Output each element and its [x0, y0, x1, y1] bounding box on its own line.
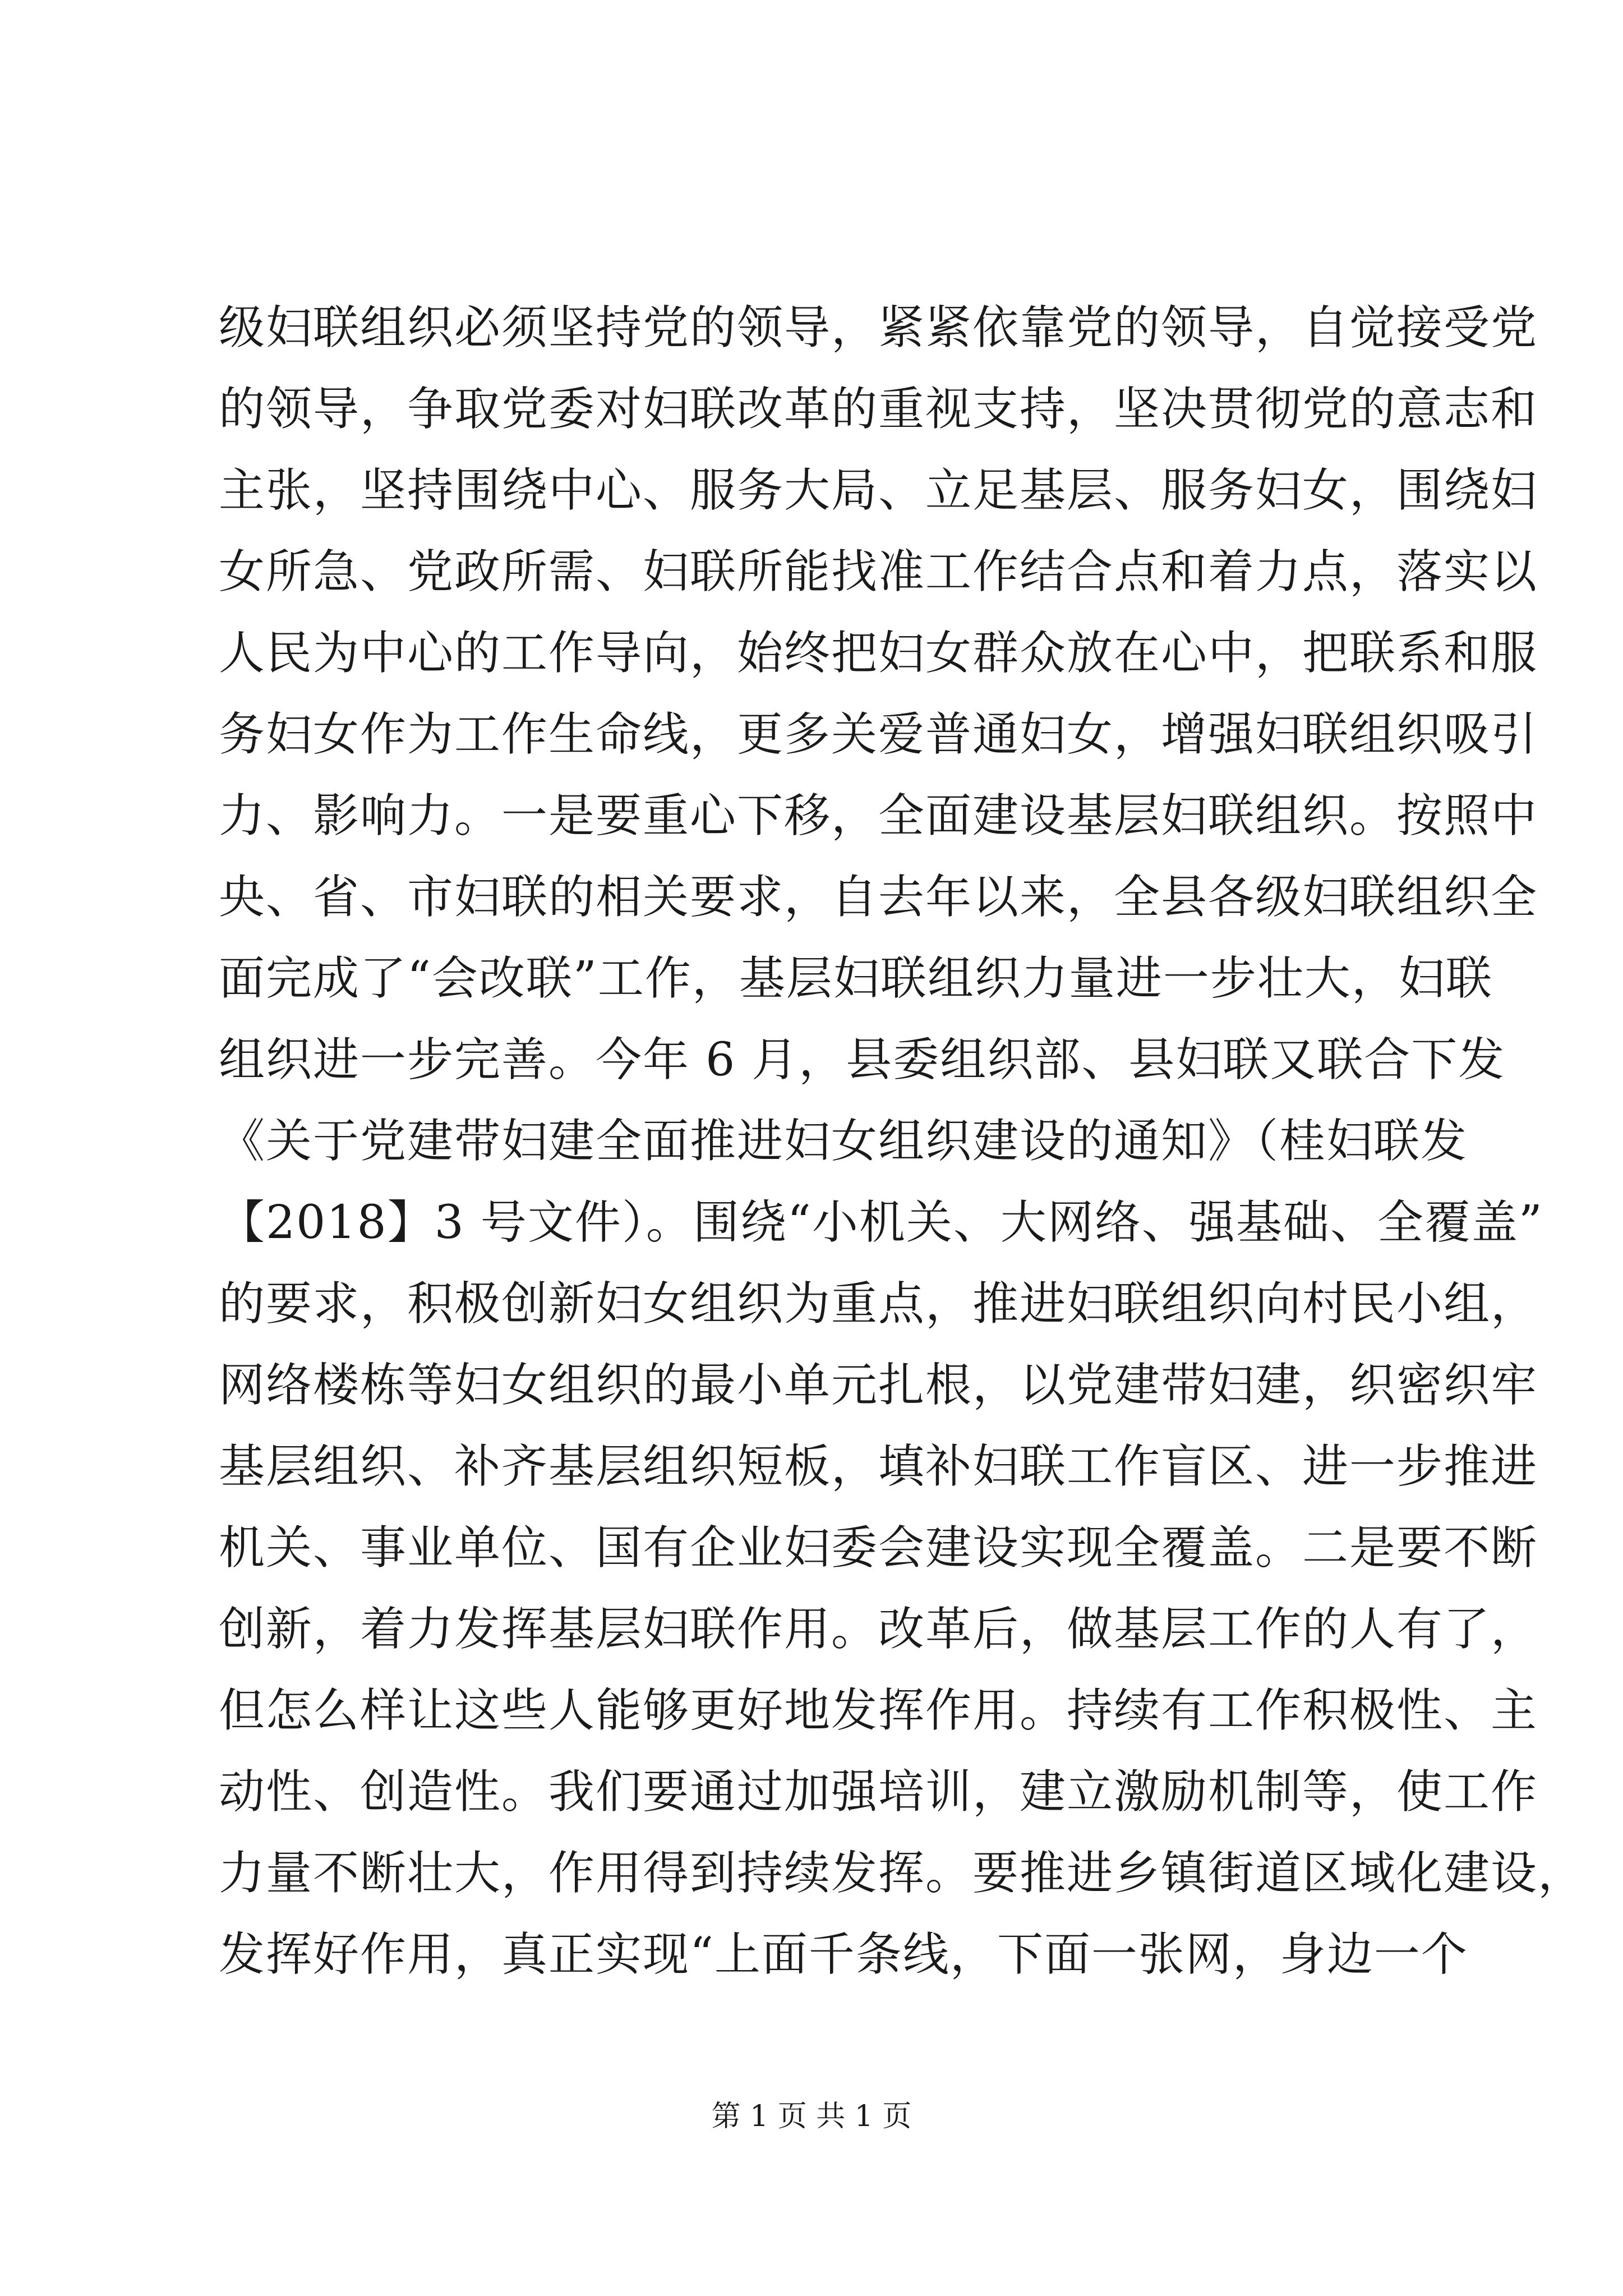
page-number: 第 1 页 共 1 页	[711, 2100, 912, 2133]
text-line: 面完成了“会改联”工作，基层妇联组织力量进一步壮大，妇联	[219, 952, 1493, 1005]
text-line: 【2018】3 号文件）。围绕“小机关、大网络、强基础、全覆盖”	[219, 1196, 1543, 1249]
text-line: 《关于党建带妇建全面推进妇女组织建设的通知》（桂妇联发	[219, 1115, 1468, 1168]
text-line: 力量不断壮大，作用得到持续发挥。要推进乡镇街道区域化建设，	[219, 1847, 1585, 1900]
text-line: 主张，坚持围绕中心、服务大局、立足基层、服务妇女，围绕妇	[219, 464, 1538, 517]
text-line: 级妇联组织必须坚持党的领导，紧紧依靠党的领导，自觉接受党	[219, 301, 1538, 355]
text-line: 女所急、党政所需、妇联所能找准工作结合点和着力点，落实以	[219, 545, 1538, 599]
text-line: 的要求，积极创新妇女组织为重点，推进妇联组织向村民小组，	[219, 1277, 1538, 1331]
text-line: 创新，着力发挥基层妇联作用。改革后，做基层工作的人有了，	[219, 1603, 1538, 1656]
text-line: 机关、事业单位、国有企业妇委会建设实现全覆盖。二是要不断	[219, 1521, 1538, 1575]
text-line: 的领导，争取党委对妇联改革的重视支持，坚决贯彻党的意志和	[219, 383, 1538, 436]
text-line: 动性、创造性。我们要通过加强培训，建立激励机制等，使工作	[219, 1765, 1538, 1819]
text-line: 网络楼栋等妇女组织的最小单元扎根，以党建带妇建，织密织牢	[219, 1359, 1538, 1412]
text-line: 力、影响力。一是要重心下移，全面建设基层妇联组织。按照中	[219, 789, 1538, 843]
text-line: 人民为中心的工作导向，始终把妇女群众放在心中，把联系和服	[219, 627, 1538, 680]
text-line: 组织进一步完善。今年 6 月，县委组织部、县妇联又联合下发	[219, 1033, 1506, 1087]
text-line: 发挥好作用，真正实现“上面千条线，下面一张网，身边一个	[219, 1928, 1468, 1981]
text-line: 但怎么样让这些人能够更好地发挥作用。持续有工作积极性、主	[219, 1684, 1538, 1737]
text-line: 基层组织、补齐基层组织短板，填补妇联工作盲区、进一步推进	[219, 1440, 1538, 1493]
text-line: 务妇女作为工作生命线，更多关爱普通妇女，增强妇联组织吸引	[219, 708, 1538, 761]
text-line: 央、省、市妇联的相关要求，自去年以来，全县各级妇联组织全	[219, 871, 1538, 924]
